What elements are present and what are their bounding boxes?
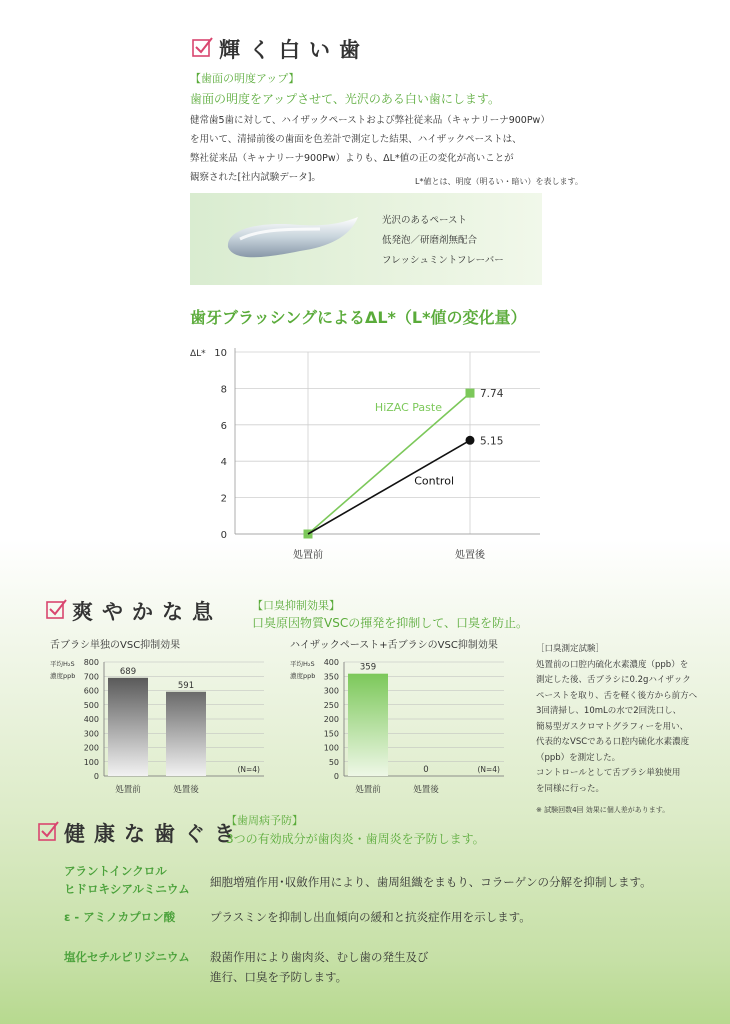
data-point-hizac (466, 389, 475, 398)
method-line: 3回清掃し、10mLの水で2回洗口し、 (536, 706, 682, 716)
section-lead: 口臭原因物質VSCの揮発を抑制して、口臭を防止。 (252, 616, 528, 630)
paste-swatch-image (220, 211, 360, 266)
y-axis-label: ΔL* (190, 349, 206, 359)
data-point-control (466, 436, 475, 445)
vsc-chart-title-2: ハイザックペースト+舌ブラシのVSC抑制効果 (290, 640, 498, 651)
section-heading-breath: 爽やかな息 (72, 600, 222, 624)
method-line: コントロールとして舌ブラシ単独使用 (536, 768, 681, 778)
y-tick-label: 2 (220, 493, 227, 505)
y-tick-label: 0 (93, 772, 99, 781)
ingredient-name-line: ヒドロキシアルミニウム (64, 882, 190, 896)
sample-size-note: (N=4) (237, 765, 260, 774)
paste-feature-box (190, 193, 542, 285)
body-line: 観察された[社内試験データ]。 (190, 172, 321, 183)
method-title: ［口臭測定試験］ (536, 644, 605, 654)
y-tick-label: 100 (83, 757, 99, 767)
method-line: を同様に行った。 (536, 783, 605, 794)
paste-feature: 光沢のあるペースト (382, 215, 468, 226)
y-tick-label: 600 (83, 686, 99, 696)
y-tick-label: 250 (323, 700, 339, 710)
checkbox-icon (192, 36, 214, 58)
bar-value-label: 0 (423, 765, 429, 775)
body-line: を用いて、清掃前後の歯面を色差計で測定した結果、ハイザックペーストは、 (190, 134, 522, 145)
y-tick-label: 0 (333, 772, 339, 781)
bar-value-label: 591 (177, 680, 195, 691)
section-tag: 【口臭抑制効果】 (252, 599, 340, 612)
method-note: ※ 試験回数4回 効果に個人差があります。 (536, 806, 670, 814)
x-tick-label: 処置後 (413, 785, 439, 795)
x-tick-label: 処置後 (455, 550, 485, 561)
ingredient-name: ε - アミノカプロン酸 (64, 910, 176, 924)
y-tick-label: 400 (323, 658, 339, 667)
ingredient-description-line: 殺菌作用により歯肉炎、むし歯の発生及び (210, 950, 429, 964)
y-tick-label: 200 (323, 715, 339, 724)
bar (348, 674, 388, 776)
ingredient-description (210, 947, 429, 987)
y-tick-label: 8 (220, 384, 227, 396)
section-heading-whitening: 輝く白い歯 (219, 38, 369, 62)
bar-value-label: 359 (359, 662, 377, 673)
y-axis-label: 濃度ppb (50, 672, 76, 680)
bar (108, 678, 148, 776)
checkbox-icon (38, 820, 60, 842)
method-line: 処置前の口腔内硫化水素濃度（ppb）を (536, 659, 689, 670)
y-tick-label: 150 (323, 729, 339, 739)
series-line-hizac (308, 393, 470, 534)
method-line: （ppb）を測定した。 (536, 752, 621, 763)
bar-value-label: 689 (119, 666, 137, 677)
chart-title: 歯牙ブラッシングによるΔL*（L*値の変化量） (190, 308, 527, 327)
method-line: 代表的なVSCである口腔内硫化水素濃度 (536, 737, 690, 747)
paste-feature-list (382, 211, 504, 271)
body-line: 弊社従来品（キャナリーナ900Pw）よりも、ΔL*値の正の変化が高いことが (190, 153, 514, 164)
y-tick-label: 200 (83, 743, 99, 753)
data-label: 7.74 (480, 388, 504, 401)
x-tick-label: 処置前 (355, 785, 381, 795)
y-tick-label: 350 (323, 672, 339, 682)
y-axis-label: 平均H₂S (50, 660, 75, 668)
y-tick-label: 300 (323, 686, 339, 696)
y-axis-label: 平均H₂S (290, 660, 315, 668)
ingredient-description-line: 進行、口臭を予防します。 (210, 970, 348, 984)
method-line: 測定した後、舌ブラシに0.2gハイザック (536, 675, 691, 685)
x-tick-label: 処置後 (173, 785, 199, 795)
measurement-method (536, 642, 716, 819)
method-line: 簡易型ガスクロマトグラフィーを用い、 (536, 721, 689, 732)
x-tick-label: 処置前 (293, 550, 323, 561)
y-tick-label: 100 (323, 743, 339, 753)
data-label: 5.15 (480, 435, 504, 448)
paste-feature: フレッシュミントフレーバー (382, 255, 504, 266)
section-lead: 3つの有効成分が歯肉炎・歯周炎を予防します。 (226, 832, 485, 846)
ingredient-description: 細胞増殖作用･収斂作用により、歯周組織をまもり、コラーゲンの分解を抑制します。 (210, 875, 652, 889)
ingredient-name (64, 862, 190, 898)
vsc-chart-title-1: 舌ブラシ単独のVSC抑制効果 (50, 640, 181, 651)
vsc-bar-chart-tongue-brush (48, 652, 268, 802)
y-tick-label: 300 (83, 729, 99, 739)
method-line: ペーストを取り、舌を軽く後方から前方へ (536, 690, 698, 701)
y-tick-label: 0 (220, 530, 227, 541)
section-lead: 歯面の明度をアップさせて、光沢のある白い歯にします。 (190, 92, 500, 106)
y-tick-label: 50 (328, 757, 339, 767)
delta-l-line-chart (180, 338, 560, 568)
y-tick-label: 800 (83, 658, 99, 667)
paste-feature: 低発泡／研磨剤無配合 (382, 235, 478, 246)
ingredient-name: 塩化セチルピリジニウム (64, 950, 190, 964)
sample-size-note: (N=4) (477, 765, 500, 774)
section-tag: 【歯面の明度アップ】 (190, 72, 300, 85)
body-line: 健常歯5歯に対して、ハイザックペーストおよび弊社従来品（キャナリーナ900Pw） (190, 115, 550, 126)
y-tick-label: 500 (83, 700, 99, 710)
section-heading-gums: 健康な歯ぐき (64, 822, 244, 846)
series-label-hizac: HiZAC Paste (374, 401, 442, 415)
y-tick-label: 4 (220, 457, 227, 469)
y-tick-label: 700 (83, 672, 99, 682)
vsc-bar-chart-hizac (288, 652, 508, 802)
ingredient-description: プラスミンを抑制し出血傾向の緩和と抗炎症作用を示します。 (210, 910, 531, 924)
y-tick-label: 10 (214, 348, 227, 359)
ingredient-name-line: アラントインクロル (64, 864, 167, 878)
series-label-control: Control (414, 474, 454, 488)
y-tick-label: 6 (220, 420, 227, 432)
checkbox-icon (46, 598, 68, 620)
section-tag: 【歯周病予防】 (226, 814, 303, 827)
lstar-note: L*値とは、明度（明るい・暗い）を表します。 (415, 177, 583, 186)
y-tick-label: 400 (83, 715, 99, 724)
bar (166, 692, 206, 776)
y-axis-label: 濃度ppb (290, 672, 316, 680)
x-tick-label: 処置前 (115, 785, 141, 795)
